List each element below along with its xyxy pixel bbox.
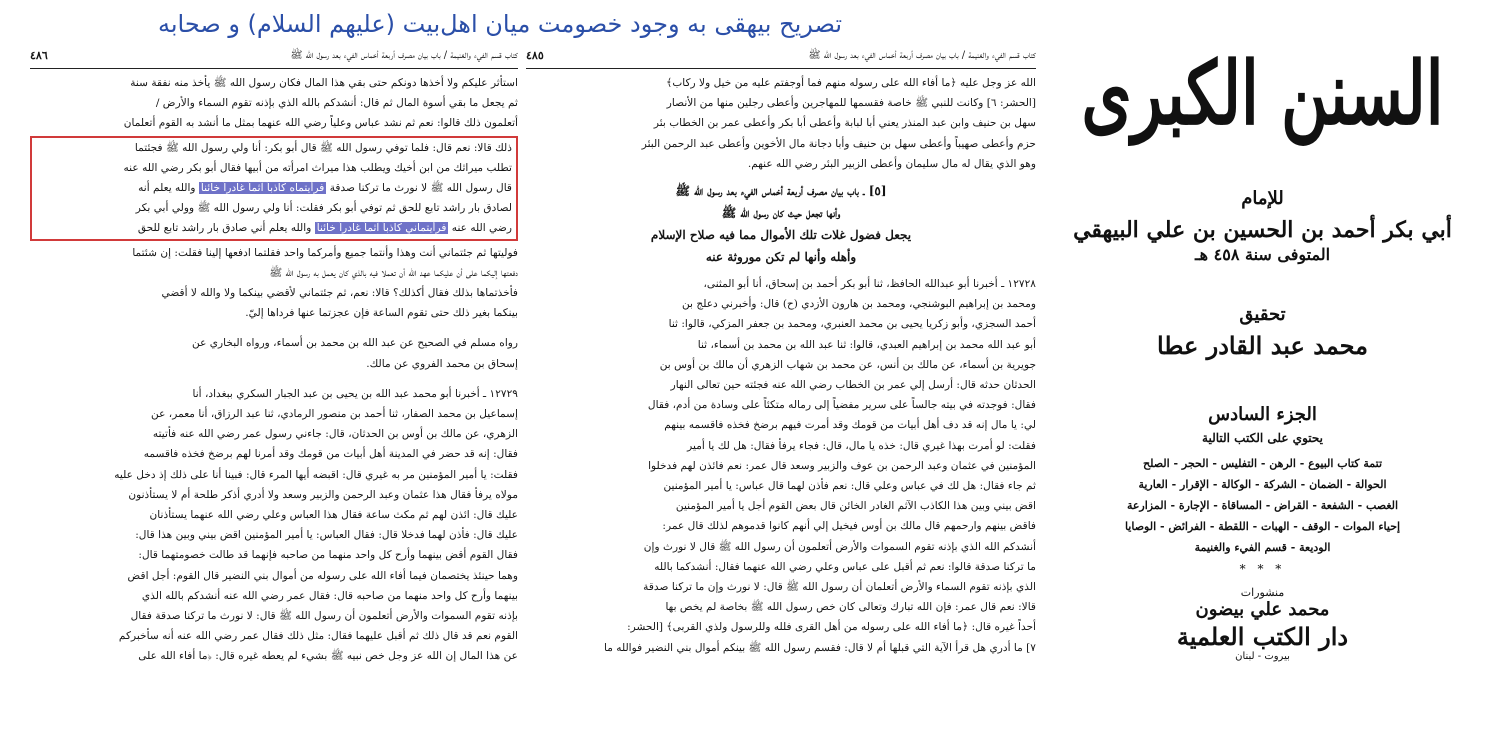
text-line: الله عز وجل عليه ﴿ما أفاء الله على رسوله منهم فما أوجفتم عليه من خيل ولا ركاب﴾ [666,77,1036,89]
text-line: عليك قال: فأذن لهما فدخلا قال: فقال العباس: يا أمير المؤمنين اقض بيني وبين هذا قال: [135,529,518,542]
contents-line: الوديعة - قسم الفيء والغنيمة [1194,541,1331,554]
text-line: ومحمد بن إبراهيم البوشنجي، ومحمد بن هارون الأزدي (ح) قال: وأخبرني دعلج بن [681,298,1036,311]
running-head-text: كتاب قسم الفيء والغنيمة / باب بيان مصرف أربعة أخماس الفيء بعد رسول الله ﷺ [808,49,1036,61]
separator-stars: * * * [1239,562,1286,576]
main-title: السنن الكبرى [1081,43,1444,145]
text-line: عن هذا المال إن الله عز وجل خص نبيه ﷺ بشيء لم يعطه غيره قال: ﴿ما أفاء الله على [138,650,518,663]
text-line: ١٢٧٢٩ ـ أخبرنا أبو محمد عبد الله بن يحيى بن عبد الجبار السكري ببغداد، أنا [192,387,518,400]
text-line: بينهما وأرح كل واحد منهما من صاحبه قال: فقال عمر رضي الله عنه أنشدكم بالله الذي [141,589,518,602]
text-line: الحدثان حدثه قال: أرسل إلي عمر بن الخطاب رضي الله عنه فجئته حين تعالى النهار [670,379,1036,392]
line-text: تطلب ميراثك من ابن أخيك ويطلب هذا ميراث امرأته من أبيها فقال أبو بكر رضي الله عنه [123,161,512,174]
highlighted-passage-box [30,136,518,241]
text-line: فقلت: يا أمير المؤمنين مر به غيري قال: اقبضه أيها المرء قال: فبينا أنا على ذلك إذ دخل عليه [114,468,518,481]
contents-line: الحوالة - الضمان - الشركة - الوكالة - الإقرار - العارية [1138,478,1387,491]
text-line: أبو عبد الله محمد بن إبراهيم العبدي، قالوا: ثنا عبد الله بن محمد بن أسماء، ثنا [697,338,1036,351]
page-number: ٤٨٦ [30,48,48,62]
text-line: إسحاق بن محمد الفروي عن مالك. [366,357,518,370]
text-line: فقال: فوجدته في بيته جالساً على سرير مفضياً إلى رماله متكئاً على وسادة من أدم، فقال [647,399,1036,412]
text-line: ثم يجعل ما بقي أسوة المال ثم قال: أنشدكم بالله الذي بإذنه تقوم السماء والأرض / [155,97,518,110]
publisher-name: محمد علي بيضون [1195,599,1330,620]
text-line: [الحشر: ٦] وكانت للنبي ﷺ خاصة فقسمها للمهاجرين وأعطى رجلين منها من الأنصار [666,97,1036,110]
boxed-text-line [36,198,512,218]
heading-line: يجعل فضول غلات تلك الأموال مما فيه صلاح الإسلام [650,228,912,243]
text-block [30,243,518,324]
highlighted-phrase: فرأيتماني كاذباً آثماً غادراً خائناً [316,222,447,235]
title-calligraphy [1040,44,1485,144]
chapter-heading [526,180,1036,268]
text-line: ما تركنا صدقة قالوا: نعم ثم أقبل على عباس وعلي رضي الله عنهما فقال: أنشدكما بالله [654,560,1036,573]
text-line: فوليتها ثم جئتماني أنت وهذا وأنتما جميع وأمركما واحد فقلتما ادفعها إلينا فقلت: إن شئتما [132,246,518,259]
text-line: فقال: إنه قد حضر في المدينة أهل أبيات من قومك وقد أمرنا لهم برضخ فخذه فاقسمه [143,448,518,461]
text-line: اقض بيني وبين هذا الكاذب الآثم الغادر الخائن قال بعض القوم أجل يا أمير المؤمنين [675,500,1036,513]
editor-name: محمد عبد القادر عطا [1156,331,1369,360]
line-text: قال رسول الله ﷺ لا نورث ما تركنا صدقة [326,182,512,195]
text-line: أتعلمون ذلك قالوا: نعم ثم نشد عباس وعلياً رضي الله عنهما بمثل ما أنشد به القوم أتعلمان [123,117,518,130]
book-page-left [30,44,518,728]
boxed-text-line [36,158,512,178]
running-head-text: كتاب قسم الفيء والغنيمة / باب بيان مصرف أربعة أخماس الفيء بعد رسول الله ﷺ [290,49,518,61]
text-line: الزهري، عن مالك بن أوس بن الحدثان، قال: جاءني رسول عمر رضي الله عنه فأتيته [152,428,518,441]
line-text: والله يعلم أني صادق بار راشد تابع للحق [137,222,315,235]
text-line: إسماعيل بن محمد الصفار، ثنا أحمد بن منصور الرمادي، ثنا عبد الرزاق، أنا معمر، عن [151,408,518,421]
boxed-text-line [36,138,512,158]
highlighted-phrase: فرأيتماه كاذباً آثماً غادراً خائناً [200,182,325,195]
contents-label: يحتوي على الكتب التالية [1202,431,1323,445]
text-line: رواه مسلم في الصحيح عن عبد الله بن محمد بن أسماء، ورواه البخاري عن [192,337,518,350]
text-line: استأثر عليكم ولا أخذها دونكم حتى بقي هذا المال فكان رسول الله ﷺ يأخذ منه نفقة سنة [130,77,518,89]
text-line: بإذنه تقوم السموات والأرض أتعلمون أن رسول الله ﷺ قال: لا نورث ما تركنا صدقة فقال [130,610,518,623]
author-name: أبي بكر أحمد بن الحسين بن علي البيهقي [1073,217,1452,243]
volume-label: الجزء السادس [1208,404,1317,425]
text-line: سهل بن حنيف وابن عبد المنذر يعني أبا لبابة وأعطى أبا بكر وأعطى عمر بن الخطاب بئر [653,117,1036,130]
text-line: قالا: نعم قال عمر: فإن الله تبارك وتعالى كان خص رسول الله ﷺ بخاصة لم يخص بها [665,601,1036,614]
text-line: مولاه يرفأ فقال هذا عثمان وعبد الرحمن والزبير وسعد ولا أدري أذكر طلحة أم لا يستأذنون [128,488,518,501]
text-line: فقال القوم أقض بينهما وأرح كل واحد منهما من صاحبه فإنهما قد طالت خصومتهما قال: [138,549,518,562]
line-text: ذلك قالا: نعم قال: فلما توفي رسول الله ﷺ قال أبو بكر: أنا ولي رسول الله ﷺ فجئتما [134,141,512,154]
running-head [30,44,518,69]
text-line: جويرية بن أسماء، عن مالك بن أنس، عن محمد بن شهاب الزهري أن مالك بن أوس بن [659,358,1036,371]
tahqiq-label: تحقيق [1239,304,1286,325]
heading-line: وأهله وأنها لم تكن موروثة عنه [705,250,857,265]
publisher-city: بيروت - لبنان [1235,651,1290,662]
text-line: ٧] ما أدري هل قرأ الآية التي قبلها أم لا قال: فقسم رسول الله ﷺ بينكم أموال بني النضير فوالله ما [604,641,1036,654]
contents-line: إحياء الموات - الوقف - الهبات - اللقطة - الفرائض - الوصايا [1124,520,1401,533]
page-number: ٤٨٥ [526,48,544,62]
hadith-text [526,274,1036,658]
line-text: والله يعلم أنه [138,182,199,195]
text-line: ١٢٧٢٨ ـ أخبرنا أبو عبدالله الحافظ، ثنا أبو بكر أحمد بن إسحاق، أنا أبو المثنى، [703,278,1036,291]
text-line: بينكما بغير ذلك حتى تقوم الساعة فإن عجزتما عنها فرداها إليّ. [245,307,518,320]
text-line: فقلت: لو أمرت بهذا غيري قال: خذه يا مال، قال: فجاء يرفأ فقال: هل لك يا أمير [687,439,1036,452]
boxed-text-line [36,218,512,238]
book-page-right [526,44,1036,728]
contents-line: الغصب - الشفعة - القراض - المساقاة - الإجارة - المزارعة [1126,499,1399,512]
contents-line: تتمة كتاب البيوع - الرهن - التفليس - الحجر - الصلح [1142,457,1383,470]
text-line: لي: يا مال إنه قد دف أهل أبيات من قومك وقد أمرت فيهم برضخ فخذه فاقسمه بينهم [664,419,1036,432]
heading-line: [٥] ـ باب بيان مصرف أربعة أخماس الفيء بعد رسول الله ﷺ [675,184,887,199]
book-title-page [1040,30,1485,720]
text-line: وهو الذي يقال له مال سليمان وأعطى الزبير البئر رضي الله عنهم. [747,157,1036,170]
text-block [526,73,1036,174]
publisher-label: منشورات [1240,586,1285,599]
hadith-text [30,384,518,667]
text-line: دفعتها إليكما على أن عليكما عهد الله أن تعملا فيه بالذي كان يعمل به رسول الله ﷺ [269,266,518,279]
text-line: حزم وأعطى صهيباً وأعطى سهل بن حنيف وأبا دجانة مال الأخوين وأعطى عبد الرحمن البئر [641,137,1036,150]
banner-title: تصریح بیهقی به وجود خصومت میان اهل‌بیت (علیهم السلام) و صحابه [157,10,843,38]
running-head [526,44,1036,69]
text-line: المؤمنين في عثمان وعبد الرحمن بن عوف والزبير وسعد قال عمر: نعم فائذن لهم فدخلوا [648,459,1036,472]
imam-label: للإمام [1241,188,1284,209]
text-block [30,73,518,134]
text-line: أحمد السجزي، وأبو زكريا يحيى بن محمد العنبري، ومحمد بن جعفر المزكي، قالوا: ثنا [668,318,1036,331]
text-line: الذي بإذنه تقوم السماء والأرض أتعلمان أن رسول الله ﷺ قال: لا نورث وإن ما تركنا صدقة [643,581,1036,594]
line-text: رضي الله عنه [448,222,512,235]
text-line: عليك قال: ائذن لهم ثم مكث ساعة فقال هذا العباس وعلي رضي الله عنهما يستأذنان [149,509,518,522]
text-line: أحداً غيره قال: ﴿ما أفاء الله على رسوله من أهل القرى فلله وللرسول ولذي القربى﴾ [الحشر: [627,621,1036,634]
text-line: ثم جاء فقال: هل لك في عباس وعلي قال: نعم فأذن لهما قال عباس: يا أمير المؤمنين [663,480,1036,493]
contents-list [1040,453,1485,558]
text-line: فاقض بينهم وارحمهم قال مالك بن أوس فيخيل إلي أنهم كانوا قدموهم لذلك قال عمر: [662,520,1036,533]
text-line: أنشدكم الله الذي بإذنه تقوم السموات والأرض أتعلمون أن رسول الله ﷺ قال لا نورث وإن [643,540,1036,553]
line-text: لصادق بار راشد تابع للحق ثم توفي أبو بكر فقلت: أنا ولي رسول الله ﷺ وولي أبي بكر [135,202,512,215]
publisher-house: دار الكتب العلمية [1176,622,1349,651]
text-line: وهما حينئذ يختصمان فيما أفاء الله على رسوله من أموال بني النضير قال القوم: أجل اقض [127,569,518,582]
riwaya-note [30,333,518,373]
heading-line: وأنها تجعل حيث كان رسول الله ﷺ [721,206,841,221]
death-date: المتوفى سنة ٤٥٨ هـ [1194,245,1331,264]
boxed-text-line [36,178,512,198]
text-line: فأخذتماها بذلك فقال أكذلك؟ قالا: نعم، ثم جئتماني لأقضي بينكما ولا والله لا أقضي [161,287,518,300]
text-line: القوم نعم قد قال ذلك ثم أقبل عليهما فقال: مثل ذلك فقال عمر رضي الله عنه أنه سأخبركم [118,630,518,643]
